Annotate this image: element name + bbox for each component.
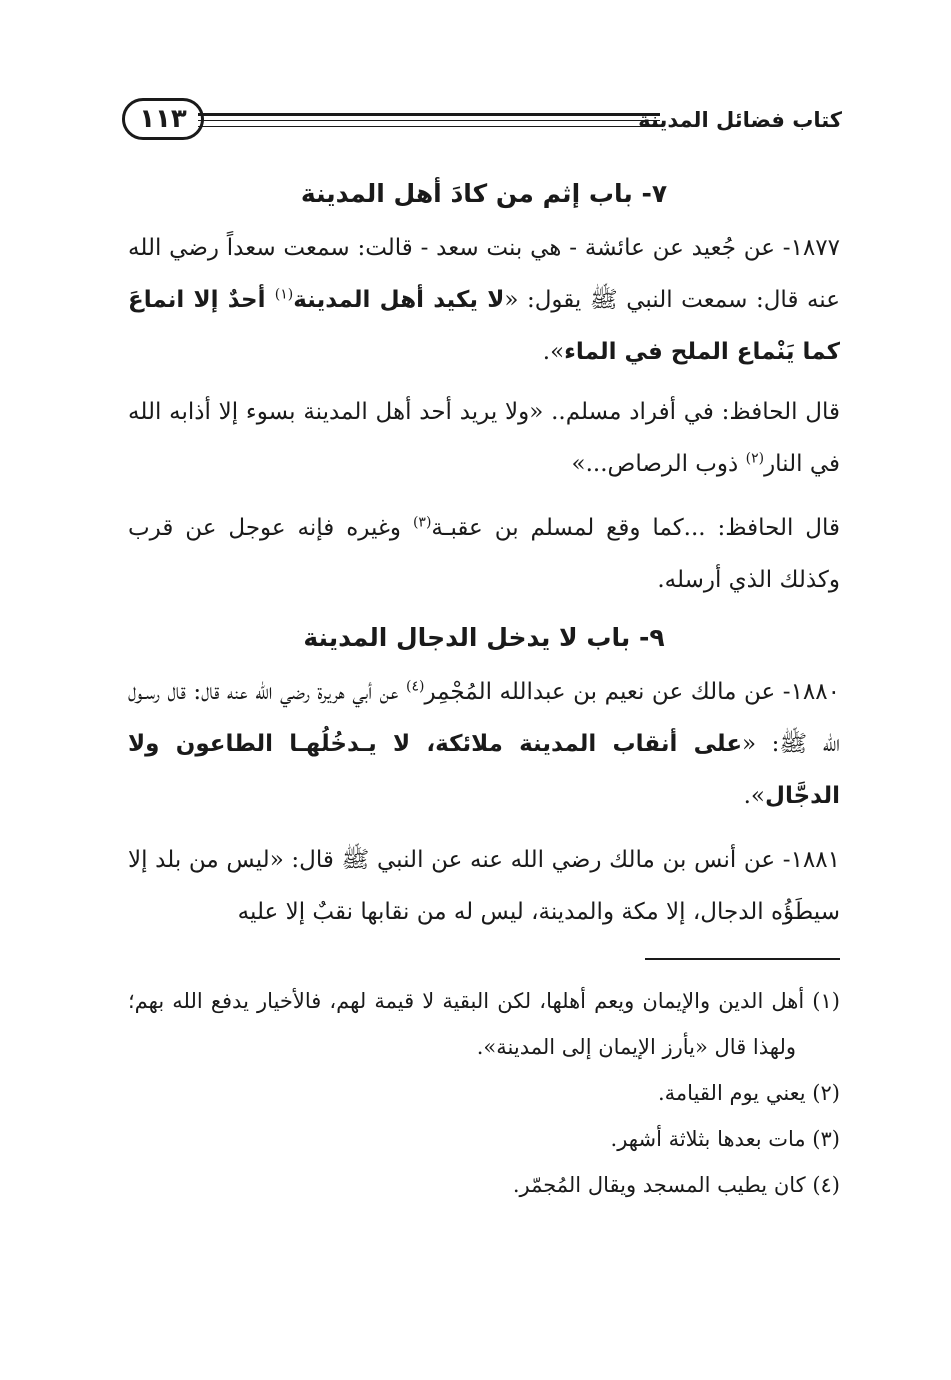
main-text — [128, 172, 840, 946]
hadith-paragraph — [128, 502, 840, 606]
paragraph-text: قال الحافظ: ...كما وقع لمسلم بن عقبـة — [431, 515, 840, 541]
hadith-paragraph — [128, 222, 840, 378]
paragraph-text: ». — [743, 783, 766, 809]
paragraph-text: ». — [542, 339, 565, 365]
section-heading: ٧- باب إثم من كادَ أهل المدينة — [300, 179, 668, 208]
footnote-marker: (٣) — [412, 514, 432, 531]
footnote-marker: (١) — [274, 286, 294, 303]
footnote-divider — [645, 958, 840, 960]
footnote-item: (٤) كان يطيب المسجد ويقال المُجمّر. — [512, 1173, 840, 1197]
paragraph-text: ١٨٨١- عن أنس بن مالك رضي الله عنه عن النبي ﷺ قال: «ليس من بلد إلا سيطَؤُه الدجال، إلا مكة والمدينة، ليس له من نقابها نقبٌ إلا عليه — [128, 847, 840, 925]
footnote-item: (٢) يعني يوم القيامة. — [658, 1081, 840, 1105]
paragraph-text: قال الحافظ: في أفراد مسلم.. «ولا يريد أحد أهل المدينة بسوء إلا أذابه الله في النار — [128, 399, 840, 477]
hadith-quote: على أنقاب المدينة ملائكة، لا يـدخُلُهـا الطاعون ولا الدجَّال — [128, 731, 840, 809]
running-title: كتاب فضائل المدينة — [638, 108, 842, 132]
hadith-paragraph — [128, 834, 840, 938]
hadith-paragraph — [128, 666, 840, 822]
page-number: ١١٣ — [122, 98, 204, 140]
hadith-quote: لا يكيد أهل المدينة — [293, 287, 505, 313]
paragraph-text: عن أبي هريرة رضي الله عنه قال: قال رسـول الله ﷺ: « — [128, 679, 840, 757]
header-divider — [198, 113, 660, 127]
paragraph-text: ١٨٧٧- عن جُعيد عن عائشة - هي بنت سعد - قالت: سمعت سعداً رضي الله عنه قال: سمعت النبي ﷺ يقول: « — [128, 235, 840, 313]
footnote-list — [128, 978, 840, 1208]
paragraph-text: ١٨٨٠- عن مالك عن نعيم بن عبدالله المُجْمِر — [424, 679, 840, 705]
paragraph-text: ذوب الرصاص...» — [571, 451, 746, 477]
section-heading: ٩- باب لا يدخل الدجال المدينة — [303, 623, 665, 652]
page-header — [122, 96, 842, 146]
hadith-quote: أحدٌ إلا انماعَ كما يَنْماع الملح في الماء — [128, 287, 840, 365]
footnote-marker: (٤) — [405, 678, 425, 695]
paragraph-text: وغيره فإنه عوجل عن قرب وكذلك الذي أرسله. — [128, 515, 840, 593]
footnote-marker: (٢) — [745, 450, 765, 467]
footnote-item: (٣) مات بعدها بثلاثة أشهر. — [610, 1127, 840, 1151]
hadith-paragraph — [128, 386, 840, 490]
footnote-item: (١) أهل الدين والإيمان ويعم أهلها، لكن البقية لا قيمة لهم، فالأخيار يدفع الله بهم؛ ولهذا قال «يأرز الإيمان إلى المدينة». — [128, 989, 840, 1059]
